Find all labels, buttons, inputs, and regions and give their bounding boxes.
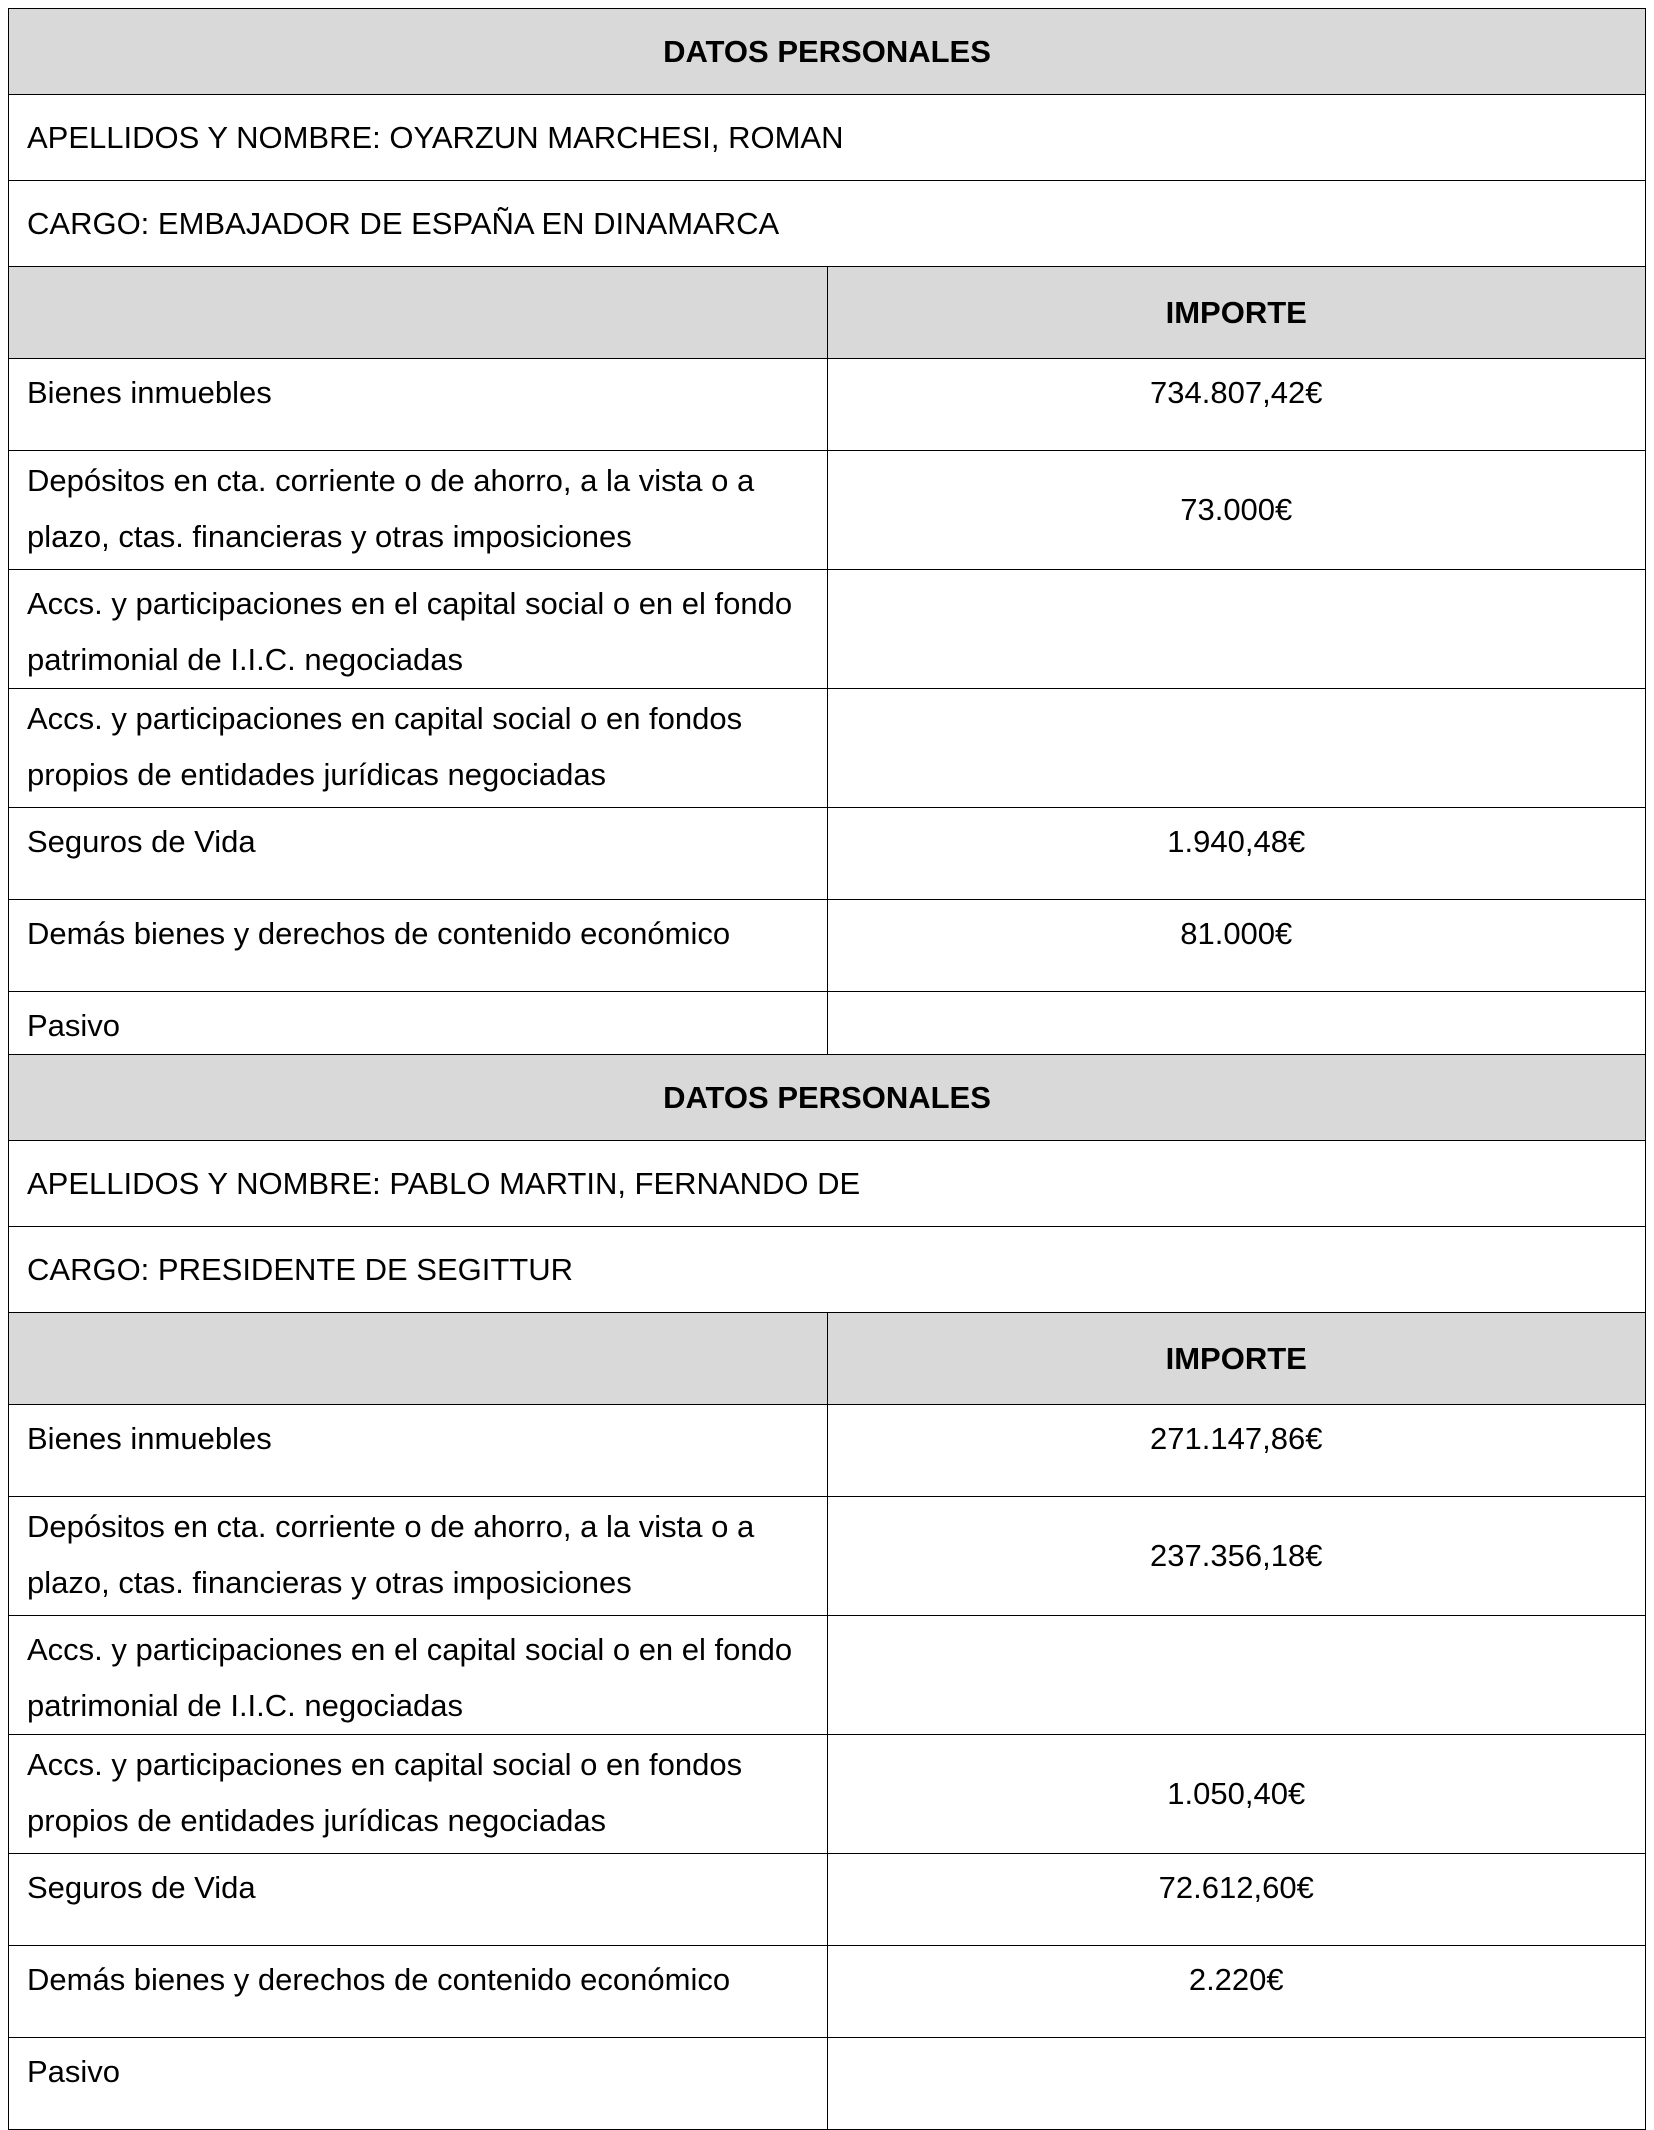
section-title: DATOS PERSONALES [9, 1055, 1646, 1141]
position-line: CARGO: PRESIDENTE DE SEGITTUR [9, 1227, 1646, 1313]
table-row [9, 1735, 1646, 1854]
concept-column-header [9, 267, 828, 359]
assets-table [8, 1054, 1646, 2130]
amount-cell: 237.356,18€ [827, 1497, 1646, 1616]
table-row [9, 359, 1646, 451]
concept-cell: Bienes inmuebles [9, 359, 828, 451]
table-row [9, 1946, 1646, 2038]
declaration-table-2 [8, 1054, 1646, 2130]
table-row [9, 451, 1646, 570]
table-row [9, 570, 1646, 689]
amount-cell: 81.000€ [827, 900, 1646, 992]
concept-cell: Demás bienes y derechos de contenido económico [9, 900, 828, 992]
amount-column-header: IMPORTE [827, 1313, 1646, 1405]
position-row [9, 1227, 1646, 1313]
table-row [9, 808, 1646, 900]
concept-cell: Bienes inmuebles [9, 1405, 828, 1497]
concept-cell: Seguros de Vida [9, 1854, 828, 1946]
name-line: APELLIDOS Y NOMBRE: PABLO MARTIN, FERNANDO DE [9, 1141, 1646, 1227]
position-row [9, 181, 1646, 267]
concept-cell: Accs. y participaciones en capital social o en fondos propios de entidades jurídicas negociadas [9, 1735, 828, 1854]
amount-cell: 73.000€ [827, 451, 1646, 570]
concept-cell: Seguros de Vida [9, 808, 828, 900]
section-header-row [9, 1055, 1646, 1141]
concept-cell: Depósitos en cta. corriente o de ahorro, a la vista o a plazo, ctas. financieras y otras imposiciones [9, 1497, 828, 1616]
table-row [9, 900, 1646, 992]
concept-cell: Depósitos en cta. corriente o de ahorro, a la vista o a plazo, ctas. financieras y otras imposiciones [9, 451, 828, 570]
amount-cell: 734.807,42€ [827, 359, 1646, 451]
section-title: DATOS PERSONALES [9, 9, 1646, 95]
table-row [9, 1854, 1646, 1946]
amount-cell: 1.940,48€ [827, 808, 1646, 900]
amount-cell: 271.147,86€ [827, 1405, 1646, 1497]
column-header-row [9, 267, 1646, 359]
name-row [9, 1141, 1646, 1227]
column-header-row [9, 1313, 1646, 1405]
amount-cell [827, 2038, 1646, 2130]
section-header-row [9, 9, 1646, 95]
amount-cell: 72.612,60€ [827, 1854, 1646, 1946]
position-line: CARGO: EMBAJADOR DE ESPAÑA EN DINAMARCA [9, 181, 1646, 267]
concept-cell: Accs. y participaciones en capital social o en fondos propios de entidades jurídicas negociadas [9, 689, 828, 808]
amount-cell [827, 570, 1646, 689]
table-row [9, 1405, 1646, 1497]
name-row [9, 95, 1646, 181]
amount-cell [827, 689, 1646, 808]
concept-column-header [9, 1313, 828, 1405]
table-row [9, 1497, 1646, 1616]
concept-cell: Pasivo [9, 2038, 828, 2130]
assets-table [8, 8, 1646, 1084]
table-row [9, 689, 1646, 808]
concept-cell: Pasivo [9, 992, 828, 1084]
table-row [9, 1616, 1646, 1735]
name-line: APELLIDOS Y NOMBRE: OYARZUN MARCHESI, ROMAN [9, 95, 1646, 181]
amount-cell: 1.050,40€ [827, 1735, 1646, 1854]
concept-cell: Accs. y participaciones en el capital social o en el fondo patrimonial de I.I.C. negociadas [9, 1616, 828, 1735]
concept-cell: Demás bienes y derechos de contenido económico [9, 1946, 828, 2038]
concept-cell: Accs. y participaciones en el capital social o en el fondo patrimonial de I.I.C. negociadas [9, 570, 828, 689]
declaration-table-1 [8, 8, 1646, 1084]
amount-column-header: IMPORTE [827, 267, 1646, 359]
amount-cell [827, 1616, 1646, 1735]
table-row [9, 2038, 1646, 2130]
amount-cell: 2.220€ [827, 1946, 1646, 2038]
